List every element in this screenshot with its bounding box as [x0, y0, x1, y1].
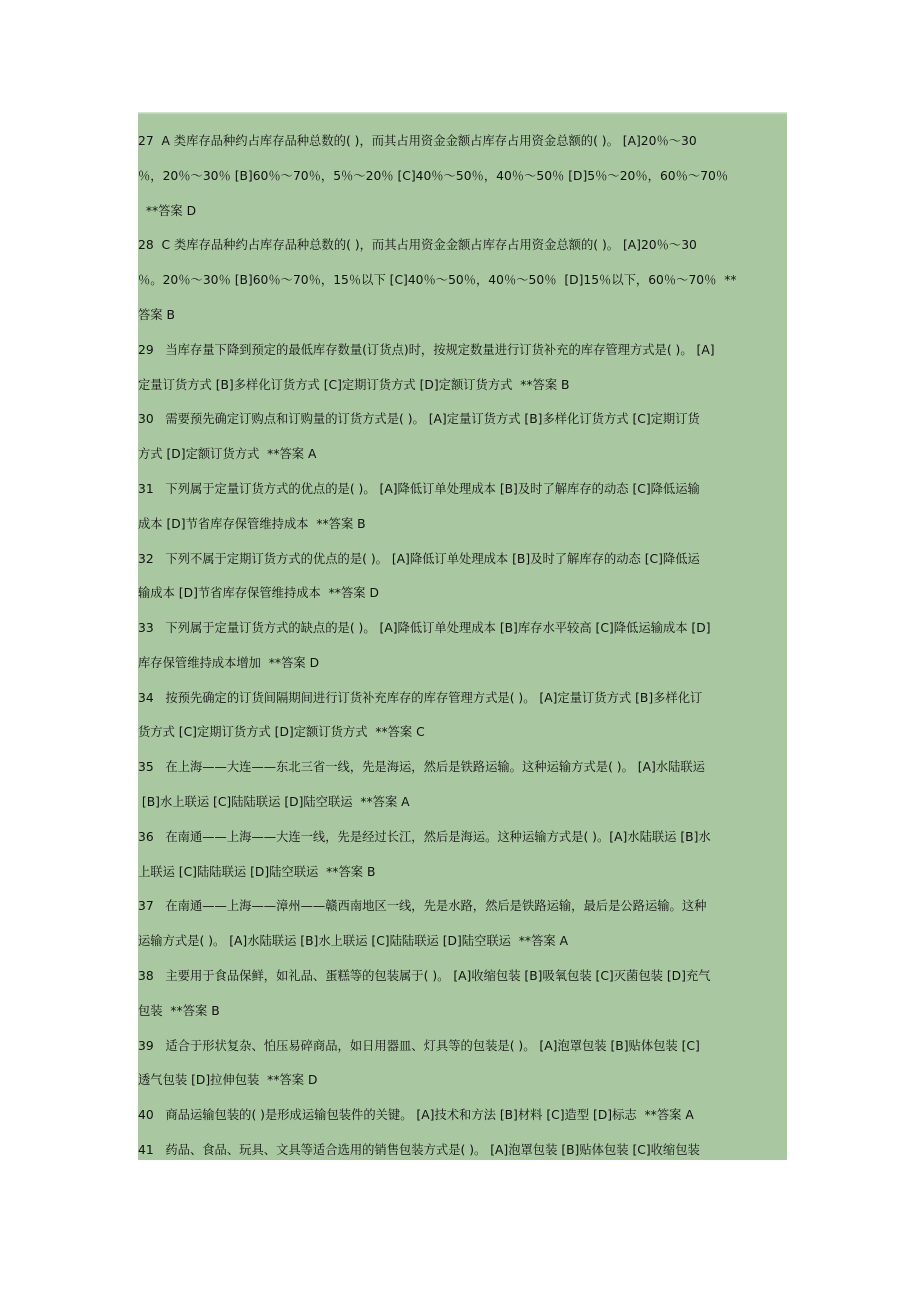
text-line: 包装 **答案 B: [138, 1004, 220, 1018]
text-line: ％，20％～30％ [B]60％～70％，5％～20％ [C]40％～50％，40％～50％ [D]5％～20％，60％～70％: [138, 169, 729, 183]
text-line: 31 下列属于定量订货方式的优点的是( )。 [A]降低订单处理成本 [B]及时了解库存的动态 [C]降低运输: [138, 482, 700, 496]
text-line: 28 C 类库存品种约占库存品种总数的( )，而其占用资金金额占库存占用资金总额的( )。 [A]20％～30: [138, 238, 697, 252]
text-line: 33 下列属于定量订货方式的缺点的是( )。 [A]降低订单处理成本 [B]库存水平较高 [C]降低运输成本 [D]: [138, 621, 711, 635]
text-line: 40 商品运输包装的( )是形成运输包装件的关键。 [A]技术和方法 [B]材料 [C]造型 [D]标志 **答案 A: [138, 1108, 694, 1122]
text-line: 32 下列不属于定期订货方式的优点的是( )。 [A]降低订单处理成本 [B]及时了解库存的动态 [C]降低运: [138, 552, 700, 566]
question-panel: [138, 114, 787, 1160]
text-line: 输成本 [D]节省库存保管维持成本 **答案 D: [138, 586, 379, 600]
text-line: [B]水上联运 [C]陆陆联运 [D]陆空联运 **答案 A: [138, 795, 410, 809]
text-line: 38 主要用于食品保鲜，如礼品、蛋糕等的包装属于( )。 [A]收缩包装 [B]吸氧包装 [C]灭菌包装 [D]充气: [138, 969, 711, 983]
text-line: 透气包装 [D]拉伸包装 **答案 D: [138, 1073, 318, 1087]
text-line: 39 适合于形状复杂、怕压易碎商品，如日用器皿、灯具等的包装是( )。 [A]泡罩包装 [B]贴体包装 [C]: [138, 1039, 700, 1053]
text-line: 41 药品、食品、玩具、文具等适合选用的销售包装方式是( )。 [A]泡罩包装 [B]贴体包装 [C]收缩包装: [138, 1143, 700, 1157]
text-line: 30 需要预先确定订购点和订购量的订货方式是( )。 [A]定量订货方式 [B]多样化订货方式 [C]定期订货: [138, 412, 700, 426]
text-line: **答案 D: [138, 204, 197, 218]
text-line: 方式 [D]定额订货方式 **答案 A: [138, 447, 317, 461]
text-line: 运输方式是( )。 [A]水陆联运 [B]水上联运 [C]陆陆联运 [D]陆空联运 **答案 A: [138, 934, 568, 948]
text-line: 36 在南通——上海——大连一线，先是经过长江，然后是海运。这种运输方式是( )。[A]水陆联运 [B]水: [138, 830, 711, 844]
text-line: ％。20％～30％ [B]60％～70％，15％以下 [C]40％～50％，40％～50％ [D]15％以下，60％～70％ **: [138, 273, 737, 287]
text-line: 成本 [D]节省库存保管维持成本 **答案 B: [138, 517, 366, 531]
text-line: 34 按预先确定的订货间隔期间进行订货补充库存的库存管理方式是( )。 [A]定量订货方式 [B]多样化订: [138, 691, 703, 705]
text-line: 37 在南通——上海——漳州——赣西南地区一线，先是水路，然后是铁路运输，最后是公路运输。这种: [138, 899, 707, 913]
text-line: 上联运 [C]陆陆联运 [D]陆空联运 **答案 B: [138, 865, 376, 879]
text-line: 27 A 类库存品种约占库存品种总数的( )，而其占用资金金额占库存占用资金总额的( )。 [A]20％～30: [138, 134, 697, 148]
text-line: 定量订货方式 [B]多样化订货方式 [C]定期订货方式 [D]定额订货方式 **答案 B: [138, 378, 570, 392]
text-line: 35 在上海——大连——东北三省一线，先是海运，然后是铁路运输。这种运输方式是( )。 [A]水陆联运: [138, 760, 705, 774]
text-line: 29 当库存量下降到预定的最低库存数量(订货点)时，按规定数量进行订货补充的库存管理方式是( )。 [A]: [138, 343, 715, 357]
text-line: 答案 B: [138, 308, 175, 322]
text-line: 货方式 [C]定期订货方式 [D]定额订货方式 **答案 C: [138, 725, 425, 739]
text-line: 库存保管维持成本增加 **答案 D: [138, 656, 320, 670]
